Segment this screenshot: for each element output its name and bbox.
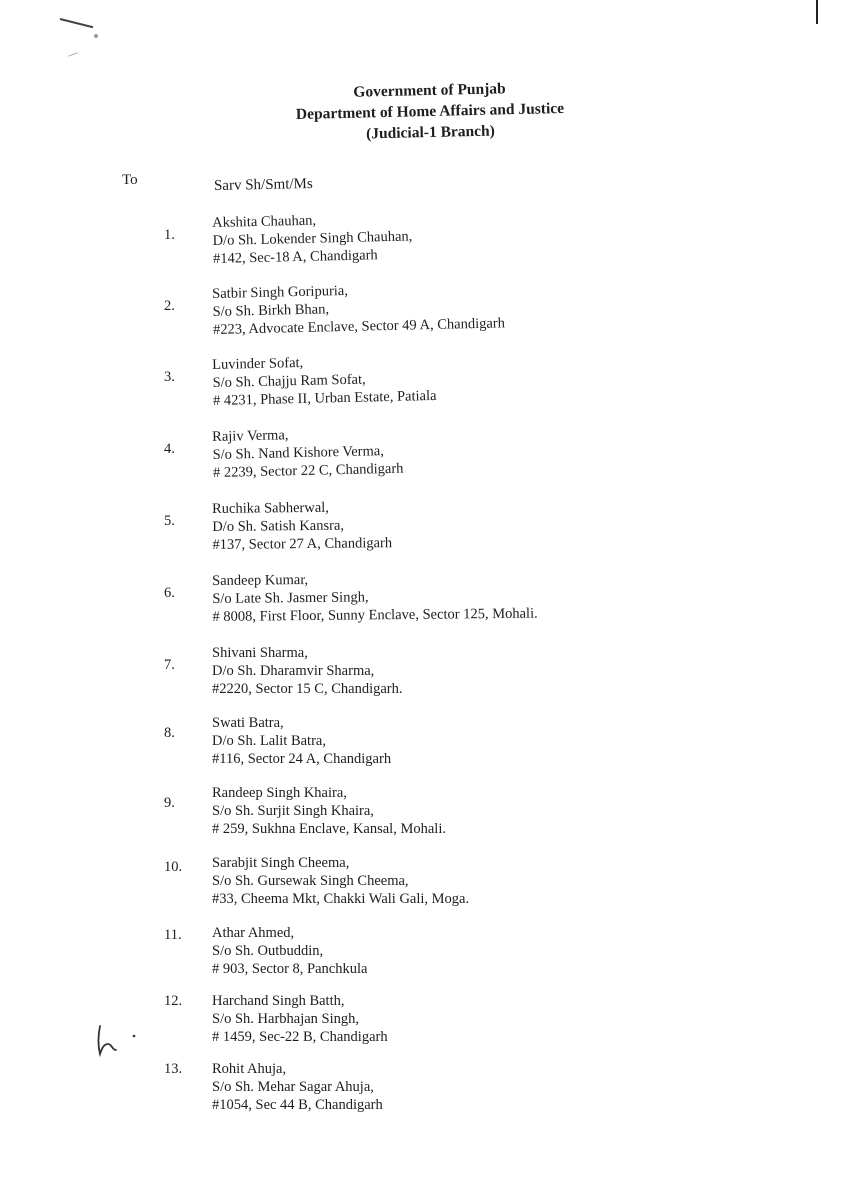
recipient-name: Satbir Singh Goripuria, [212,282,349,302]
recipient-address: #33, Cheema Mkt, Chakki Wali Gali, Moga. [212,891,470,907]
entry-lines [212,644,403,698]
entry-lines [212,424,404,482]
entry-number: 8. [164,725,175,741]
scan-mark [60,18,93,28]
recipient-address: #142, Sec-18 A, Chandigarh [212,247,378,267]
recipient-relation: D/o Sh. Satish Kansra, [212,517,345,535]
recipient-name: Rohit Ahuja, [212,1061,287,1077]
recipient-relation: S/o Sh. Outbuddin, [212,943,324,959]
recipient-name: Rajiv Verma, [212,427,289,445]
header-department: Department of Home Affairs and Justice [295,99,565,124]
entry-lines [212,714,391,768]
recipient-relation: D/o Sh. Dharamvir Sharma, [212,663,375,679]
recipient-relation: S/o Sh. Surjit Singh Khaira, [212,803,374,819]
entry-number: 6. [164,585,175,601]
recipient-name: Randeep Singh Khaira, [212,785,347,801]
scan-mark [68,52,78,56]
recipient-address: # 259, Sukhna Enclave, Kansal, Mohali. [212,821,446,837]
entry-lines [212,351,437,410]
recipient-address: # 2239, Sector 22 C, Chandigarh [212,460,404,481]
recipient-relation: S/o Sh. Chajju Ram Sofat, [212,371,366,391]
recipient-name: Akshita Chauhan, [212,212,317,231]
recipient-address: #2220, Sector 15 C, Chandigarh. [212,681,403,697]
recipient-address: # 8008, First Floor, Sunny Enclave, Sector 125, Mohali. [212,605,538,625]
recipient-relation: S/o Sh. Birkh Bhan, [212,301,330,320]
recipient-address: #116, Sector 24 A, Chandigarh [212,751,392,767]
recipient-relation: S/o Late Sh. Jasmer Singh, [212,589,369,607]
recipient-name: Sarabjit Singh Cheema, [212,855,350,871]
entry-number: 4. [164,441,175,457]
recipient-name: Sandeep Kumar, [212,571,309,589]
recipient-name: Luvinder Sofat, [212,354,304,373]
recipient-address: # 1459, Sec-22 B, Chandigarh [212,1029,388,1045]
header-government: Government of Punjab [353,80,506,101]
entry-lines [212,278,505,339]
recipient-relation: D/o Sh. Lalit Batra, [212,733,326,749]
entry-number: 3. [164,369,175,385]
salutation: Sarv Sh/Smt/Ms [213,175,313,195]
recipient-name: Athar Ahmed, [212,925,295,941]
scan-mark [94,34,98,38]
entry-lines [212,569,538,626]
header-branch: (Judicial-1 Branch) [365,122,496,143]
recipient-address: # 4231, Phase II, Urban Estate, Patiala [212,387,437,409]
entry-number: 12. [164,993,183,1009]
recipient-address: #223, Advocate Enclave, Sector 49 A, Chandigarh [212,315,506,338]
recipient-relation: S/o Sh. Gursewak Singh Cheema, [212,873,409,889]
entry-number: 5. [164,513,175,529]
entry-lines [212,992,388,1046]
entry-lines [212,924,367,978]
entry-number: 13. [164,1061,183,1077]
recipient-name: Swati Batra, [212,715,284,731]
recipient-relation: S/o Sh. Harbhajan Singh, [212,1011,360,1027]
entry-lines [212,784,446,838]
scan-edge-line [816,0,818,24]
letter-header [269,76,590,146]
entry-lines [212,1060,383,1114]
entry-lines [212,854,469,908]
entry-number: 7. [164,657,175,673]
recipient-address: #1054, Sec 44 B, Chandigarh [212,1097,383,1113]
recipient-address: #137, Sector 27 A, Chandigarh [212,535,393,553]
recipient-name: Harchand Singh Batth, [212,993,345,1009]
entry-number: 1. [164,227,175,243]
recipient-relation: S/o Sh. Mehar Sagar Ahuja, [212,1079,374,1095]
entry-number: 10. [164,859,183,875]
to-label: To [122,172,138,188]
entry-number: 11. [164,927,182,943]
initials-mark [94,1022,140,1058]
entry-lines [212,498,392,554]
entry-number: 2. [164,298,175,314]
recipient-address: # 903, Sector 8, Panchkula [212,961,368,977]
recipient-name: Shivani Sharma, [212,645,308,661]
entry-lines [212,209,413,268]
recipient-name: Ruchika Sabherwal, [212,499,329,517]
entry-number: 9. [164,795,175,811]
recipient-relation: D/o Sh. Lokender Singh Chauhan, [212,228,413,249]
recipient-relation: S/o Sh. Nand Kishore Verma, [212,443,385,463]
